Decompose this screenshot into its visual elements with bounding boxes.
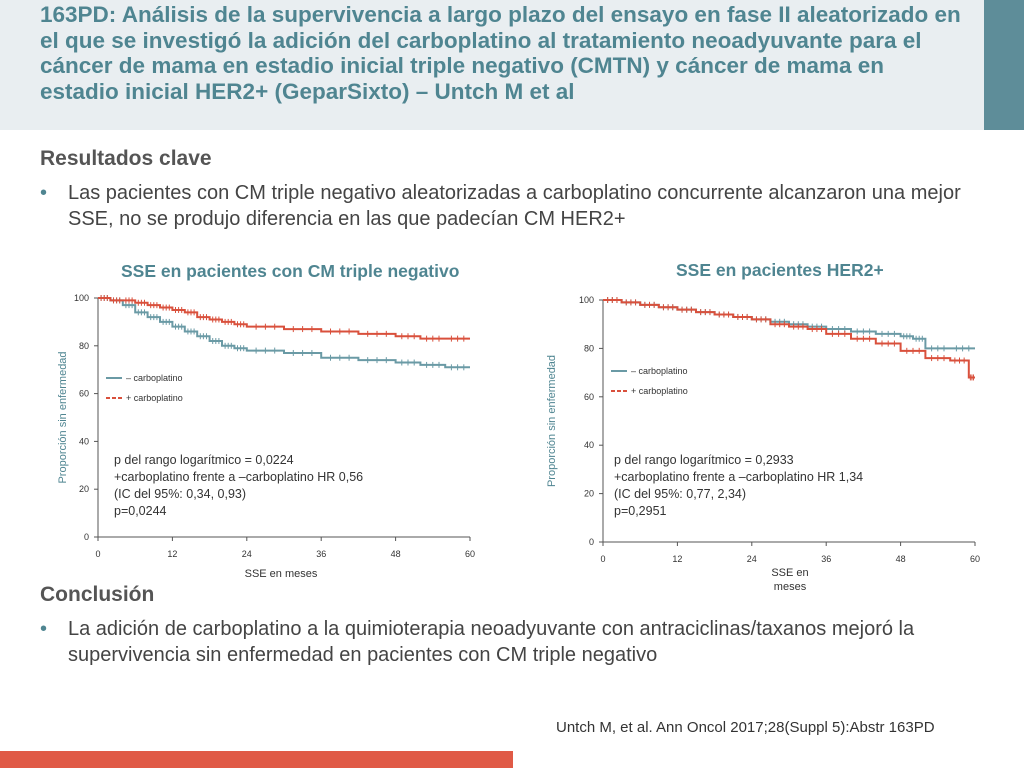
y-axis-label: Proporción sin enfermedad [546,354,558,488]
y-tick-label: 20 [583,488,594,499]
x-tick-label: 60 [969,554,981,564]
conclusion-bullet-text: La adición de carboplatino a la quimioterapia neoadyuvante con antraciclinas/taxanos mejoró la supervivencia sin enfermedad en pacientes con CM triple negativo [68,618,915,666]
y-tick-label: 40 [78,436,89,447]
bullet-dot-icon: • [40,182,48,204]
y-tick-label: 100 [578,295,594,305]
y-tick-label: 0 [588,537,594,547]
chart-her2 [500,280,1010,600]
x-tick-label: 36 [316,549,327,559]
x-tick-label: 24 [746,554,757,564]
y-axis-label: Proporción sin enfermedad [57,351,69,484]
results-bullet [40,180,990,232]
x-tick-label: 60 [464,549,476,559]
x-axis-label: SSE en meses [771,567,809,593]
x-tick-label: 12 [167,549,178,559]
y-tick-label: 40 [583,440,594,451]
results-heading: Resultados clave [40,147,212,170]
x-tick-label: 48 [390,549,401,559]
conclusion-heading: Conclusión [40,583,155,606]
x-axis-label: SSE en meses [244,568,318,580]
legend-label: – carboplatino [126,373,183,383]
legend-label: + carboplatino [631,386,688,396]
annotation-line: (IC del 95%: 0,77, 2,34) [614,487,747,501]
series-line-minus-carboplatino [98,298,470,367]
legend-label: – carboplatino [631,366,688,376]
chart-title-her2: SSE en pacientes HER2+ [676,260,884,280]
y-tick-label: 80 [583,343,594,354]
footer-accent-bar [0,751,513,768]
citation: Untch M, et al. Ann Oncol 2017;28(Suppl 5):Abstr 163PD [556,719,935,736]
conclusion-bullet [40,616,990,668]
title-accent-block [984,0,1024,130]
annotation-line: (IC del 95%: 0,34, 0,93) [114,487,247,501]
x-tick-label: 24 [241,549,252,559]
chart-title-tnbc: SSE en pacientes con CM triple negativo [121,261,460,281]
x-tick-label: 0 [95,549,101,559]
slide-title: 163PD: Análisis de la supervivencia a largo plazo del ensayo en fase II aleatorizado en el que se investigó la adición del carboplatino al tratamiento neoadyuvante para el cáncer de mama en estadio inicial triple negativo (CMTN) y cáncer de mama en estadio inicial HER2+ (GeparSixto) – Untch M et al [40,2,961,104]
annotation-line: +carboplatino frente a –carboplatino HR 0,56 [114,470,364,484]
chart-tnbc [0,280,500,590]
y-tick-label: 0 [83,532,89,542]
annotation-line: p del rango logarítmico = 0,2933 [614,453,794,467]
y-tick-label: 60 [583,391,594,402]
x-tick-label: 0 [600,554,606,564]
y-tick-label: 80 [78,340,89,351]
y-tick-label: 20 [78,484,89,495]
annotation-line: p=0,0244 [114,504,167,518]
annotation-line: +carboplatino frente a –carboplatino HR 1,34 [614,470,864,484]
legend-label: + carboplatino [126,393,183,403]
results-bullet-text: Las pacientes con CM triple negativo aleatorizadas a carboplatino concurrente alcanzaron una mejor SSE, no se produjo diferencia en las que padecían CM HER2+ [68,182,961,230]
title-bar [0,0,1024,130]
x-tick-label: 12 [672,554,683,564]
annotation-line: p del rango logarítmico = 0,0224 [114,453,294,467]
bullet-dot-icon: • [40,618,48,640]
y-tick-label: 60 [78,388,89,399]
x-tick-label: 36 [821,554,832,564]
y-tick-label: 100 [73,293,89,303]
annotation-line: p=0,2951 [614,504,667,518]
x-tick-label: 48 [895,554,906,564]
